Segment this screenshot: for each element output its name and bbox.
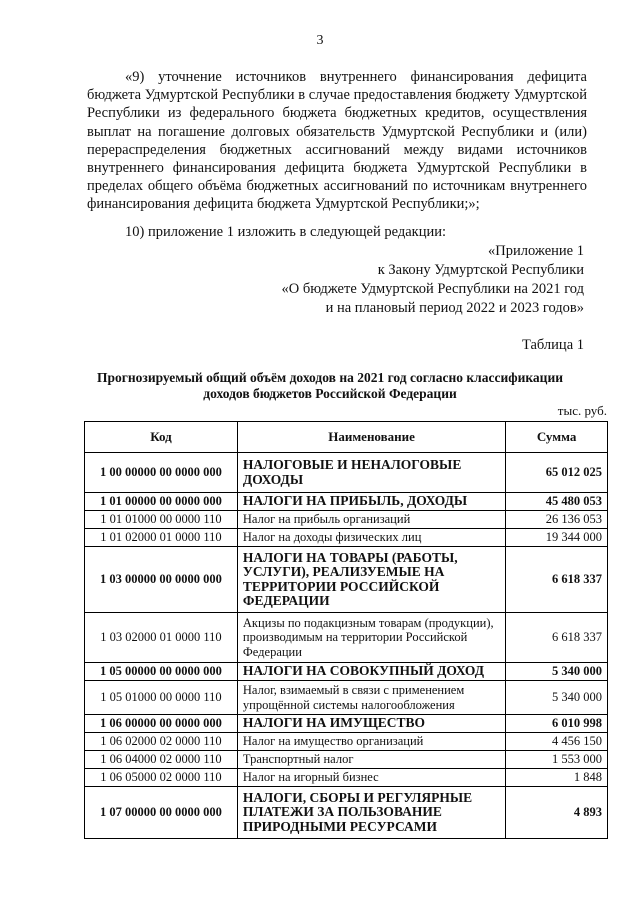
cell-name: НАЛОГИ НА ТОВАРЫ (РАБОТЫ, УСЛУГИ), РЕАЛИЗУЕМЫЕ НА ТЕРРИТОРИИ РОССИЙСКОЙ ФЕДЕРАЦИИ — [237, 547, 505, 613]
cell-sum: 26 136 053 — [506, 511, 608, 529]
table-row — [85, 769, 608, 787]
cell-name: Акцизы по подакцизным товарам (продукции), производимым на территории Российской Федерации — [237, 613, 505, 663]
cell-sum: 6 010 998 — [506, 715, 608, 733]
cell-sum: 1 848 — [506, 769, 608, 787]
cell-name: Транспортный налог — [237, 751, 505, 769]
cell-sum: 4 456 150 — [506, 733, 608, 751]
table-row — [85, 715, 608, 733]
cell-code: 1 06 04000 02 0000 110 — [85, 751, 238, 769]
cell-code: 1 03 02000 01 0000 110 — [85, 613, 238, 663]
header-code: Код — [85, 422, 238, 453]
cell-code: 1 05 00000 00 0000 000 — [85, 663, 238, 681]
cell-sum: 1 553 000 — [506, 751, 608, 769]
appendix-line: и на плановый период 2022 и 2023 годов» — [325, 300, 584, 316]
table-row — [85, 493, 608, 511]
cell-sum: 6 618 337 — [506, 547, 608, 613]
table-row — [85, 511, 608, 529]
table-title-line: Прогнозируемый общий объём доходов на 2021 год согласно классификации — [96, 370, 564, 385]
cell-name: НАЛОГИ НА СОВОКУПНЫЙ ДОХОД — [237, 663, 505, 681]
table-row — [85, 681, 608, 715]
cell-code: 1 06 02000 02 0000 110 — [85, 733, 238, 751]
cell-sum: 5 340 000 — [506, 681, 608, 715]
cell-code: 1 00 00000 00 0000 000 — [85, 453, 238, 493]
table-row — [85, 733, 608, 751]
table-title-line: доходов бюджетов Российской Федерации — [203, 386, 457, 401]
table-row — [85, 663, 608, 681]
table-row — [85, 613, 608, 663]
cell-name: НАЛОГИ НА ИМУЩЕСТВО — [237, 715, 505, 733]
appendix-line: «О бюджете Удмуртской Республики на 2021 год — [281, 281, 584, 297]
paragraph-10: 10) приложение 1 изложить в следующей редакции: — [125, 224, 447, 240]
cell-name: Налог, взимаемый в связи с применением упрощённой системы налогообложения — [237, 681, 505, 715]
cell-code: 1 07 00000 00 0000 000 — [85, 787, 238, 839]
table-title — [80, 370, 580, 402]
cell-sum: 6 618 337 — [506, 613, 608, 663]
cell-name: Налог на доходы физических лиц — [237, 529, 505, 547]
cell-name: Налог на игорный бизнес — [237, 769, 505, 787]
cell-code: 1 01 00000 00 0000 000 — [85, 493, 238, 511]
revenue-table — [84, 421, 608, 839]
cell-code: 1 03 00000 00 0000 000 — [85, 547, 238, 613]
cell-sum: 19 344 000 — [506, 529, 608, 547]
appendix-header — [282, 242, 584, 318]
table-row — [85, 751, 608, 769]
table-header-row — [85, 422, 608, 453]
appendix-line: «Приложение 1 — [488, 243, 584, 259]
table-row — [85, 547, 608, 613]
cell-sum: 65 012 025 — [506, 453, 608, 493]
cell-name: НАЛОГИ НА ПРИБЫЛЬ, ДОХОДЫ — [237, 493, 505, 511]
table-row — [85, 529, 608, 547]
cell-code: 1 06 05000 02 0000 110 — [85, 769, 238, 787]
unit-label: тыс. руб. — [557, 403, 607, 418]
cell-name: НАЛОГОВЫЕ И НЕНАЛОГОВЫЕ ДОХОДЫ — [237, 453, 505, 493]
cell-name: Налог на имущество организаций — [237, 733, 505, 751]
cell-name: Налог на прибыль организаций — [237, 511, 505, 529]
paragraph-9: «9) уточнение источников внутреннего финансирования дефицита бюджета Удмуртской Республики в случае предоставления бюджету Удмуртской Республики из федерального бюджета бюджетных кредитов, осуществления выплат на погашение долговых обязательств Удмуртской Республики и (или) перераспределения бюджетных ассигнований между видами источников внутреннего финансирования дефицита бюджета Удмуртской Республики в пределах общего объёма бюджетных ассигнований по источникам внутреннего финансирования дефицита бюджета Удмуртской Республики;»; — [87, 69, 587, 213]
table-row — [85, 787, 608, 839]
table-row — [85, 453, 608, 493]
cell-code: 1 01 01000 00 0000 110 — [85, 511, 238, 529]
table-body — [85, 453, 608, 839]
cell-code: 1 05 01000 00 0000 110 — [85, 681, 238, 715]
cell-sum: 5 340 000 — [506, 663, 608, 681]
header-name: Наименование — [237, 422, 505, 453]
appendix-line: к Закону Удмуртской Республики — [377, 262, 584, 278]
cell-code: 1 01 02000 01 0000 110 — [85, 529, 238, 547]
cell-sum: 4 893 — [506, 787, 608, 839]
cell-sum: 45 480 053 — [506, 493, 608, 511]
header-sum: Сумма — [506, 422, 608, 453]
cell-name: НАЛОГИ, СБОРЫ И РЕГУЛЯРНЫЕ ПЛАТЕЖИ ЗА ПОЛЬЗОВАНИЕ ПРИРОДНЫМИ РЕСУРСАМИ — [237, 787, 505, 839]
page-number: 3 — [316, 33, 324, 48]
table-label: Таблица 1 — [521, 337, 584, 353]
cell-code: 1 06 00000 00 0000 000 — [85, 715, 238, 733]
